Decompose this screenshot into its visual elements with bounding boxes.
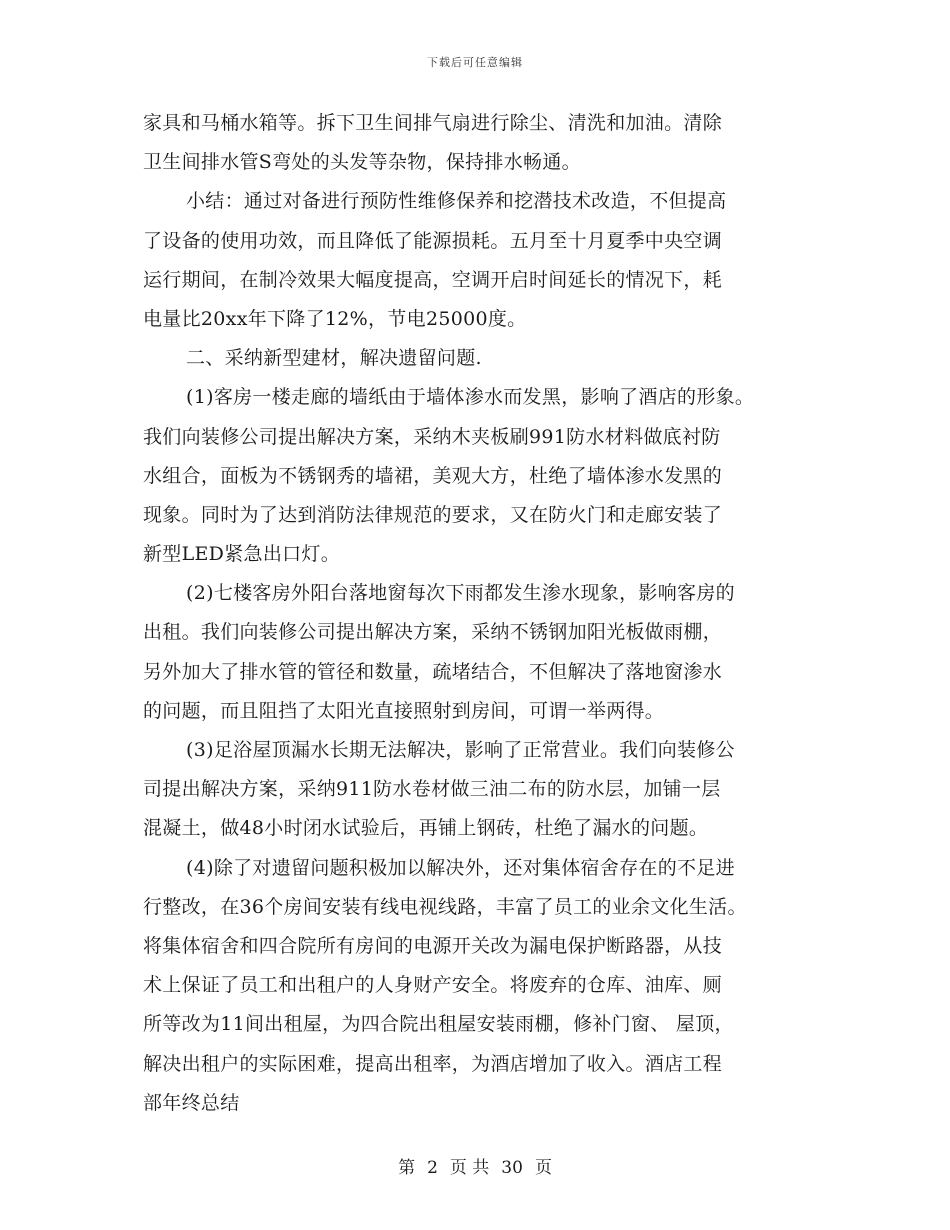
text-line: 的问题，而且阻挡了太阳光直接照射到房间，可谓一举两得。: [143, 699, 665, 722]
text-line: 将集体宿舍和四合院所有房间的电源开关改为漏电保护断路器，从技: [143, 934, 723, 957]
text-line: 运行期间，在制冷效果大幅度提高，空调开启时间延长的情况下，耗: [143, 268, 723, 291]
footer-suffix: 页: [534, 1158, 552, 1178]
text-line: (4)除了对遗留问题积极加以解决外，还对集体宿舍存在的不足进: [186, 856, 735, 879]
text-line: 部年终总结: [143, 1091, 240, 1114]
text-line: 了设备的使用功效，而且降低了能源损耗。五月至十月夏季中央空调: [143, 229, 723, 252]
text-line: 所等改为11间出租屋，为四合院出租屋安装雨棚，修补门窗、 屋顶，: [143, 1013, 734, 1036]
page-header: 下载后可任意编辑: [427, 56, 523, 69]
text-line: 司提出解决方案，采纳911防水卷材做三油二布的防水层，加铺一层: [143, 778, 721, 801]
text-line: 另外加大了排水管的管径和数量，疏堵结合，不但解决了落地窗渗水: [143, 660, 723, 683]
text-line: 水组合，面板为不锈钢秀的墙裙，美观大方，杜绝了墙体渗水发黑的: [143, 464, 723, 487]
text-line: 现象。同时为了达到消防法律规范的要求，又在防火门和走廊安装了: [143, 503, 723, 526]
footer-prefix: 第: [398, 1158, 416, 1178]
page-footer: [0, 1153, 950, 1178]
text-line: 新型LED紧急出口灯。: [143, 543, 341, 566]
text-line: 混凝土，做48小时闭水试验后，再铺上钢砖，杜绝了漏水的问题。: [143, 817, 709, 840]
document-body: [143, 104, 823, 1123]
footer-page-number: 2: [427, 1158, 438, 1178]
text-line: 小结：通过对备进行预防性维修保养和挖潜技术改造，不但提高: [186, 190, 727, 213]
text-line: 家具和马桶水箱等。拆下卫生间排气扇进行除尘、清洗和加油。清除: [143, 112, 723, 134]
text-line: 出租。我们向装修公司提出解决方案，采纳不锈钢加阳光板做雨棚，: [143, 621, 723, 644]
text-line: (3)足浴屋顶漏水长期无法解决，影响了正常营业。我们向装修公: [186, 739, 735, 761]
footer-total-pages: 30: [501, 1158, 523, 1178]
text-line: (1)客房一楼走廊的墙纸由于墙体渗水而发黑，影响了酒店的形象。: [186, 386, 755, 409]
text-line: 二、采纳新型建材，解决遗留问题.: [186, 347, 482, 370]
text-line: 行整改，在36个房间安装有线电视线路，丰富了员工的业余文化生活。: [143, 895, 747, 918]
text-line: 卫生间排水管S弯处的头发等杂物，保持排水畅通。: [143, 151, 581, 174]
text-line: 我们向装修公司提出解决方案，采纳木夹板刷991防水材料做底衬防: [143, 425, 721, 448]
text-line: 解决出租户的实际困难，提高出租率，为酒店增加了收入。酒店工程: [143, 1052, 723, 1075]
footer-middle: 页 共: [449, 1158, 490, 1178]
text-line: (2)七楼客房外阳台落地窗每次下雨都发生渗水现象，影响客房的: [186, 582, 735, 605]
text-line: 术上保证了员工和出租户的人身财产安全。将废弃的仓库、油库、厕: [143, 974, 723, 997]
text-line: 电量比20xx年下降了12%，节电25000度。: [143, 307, 527, 330]
